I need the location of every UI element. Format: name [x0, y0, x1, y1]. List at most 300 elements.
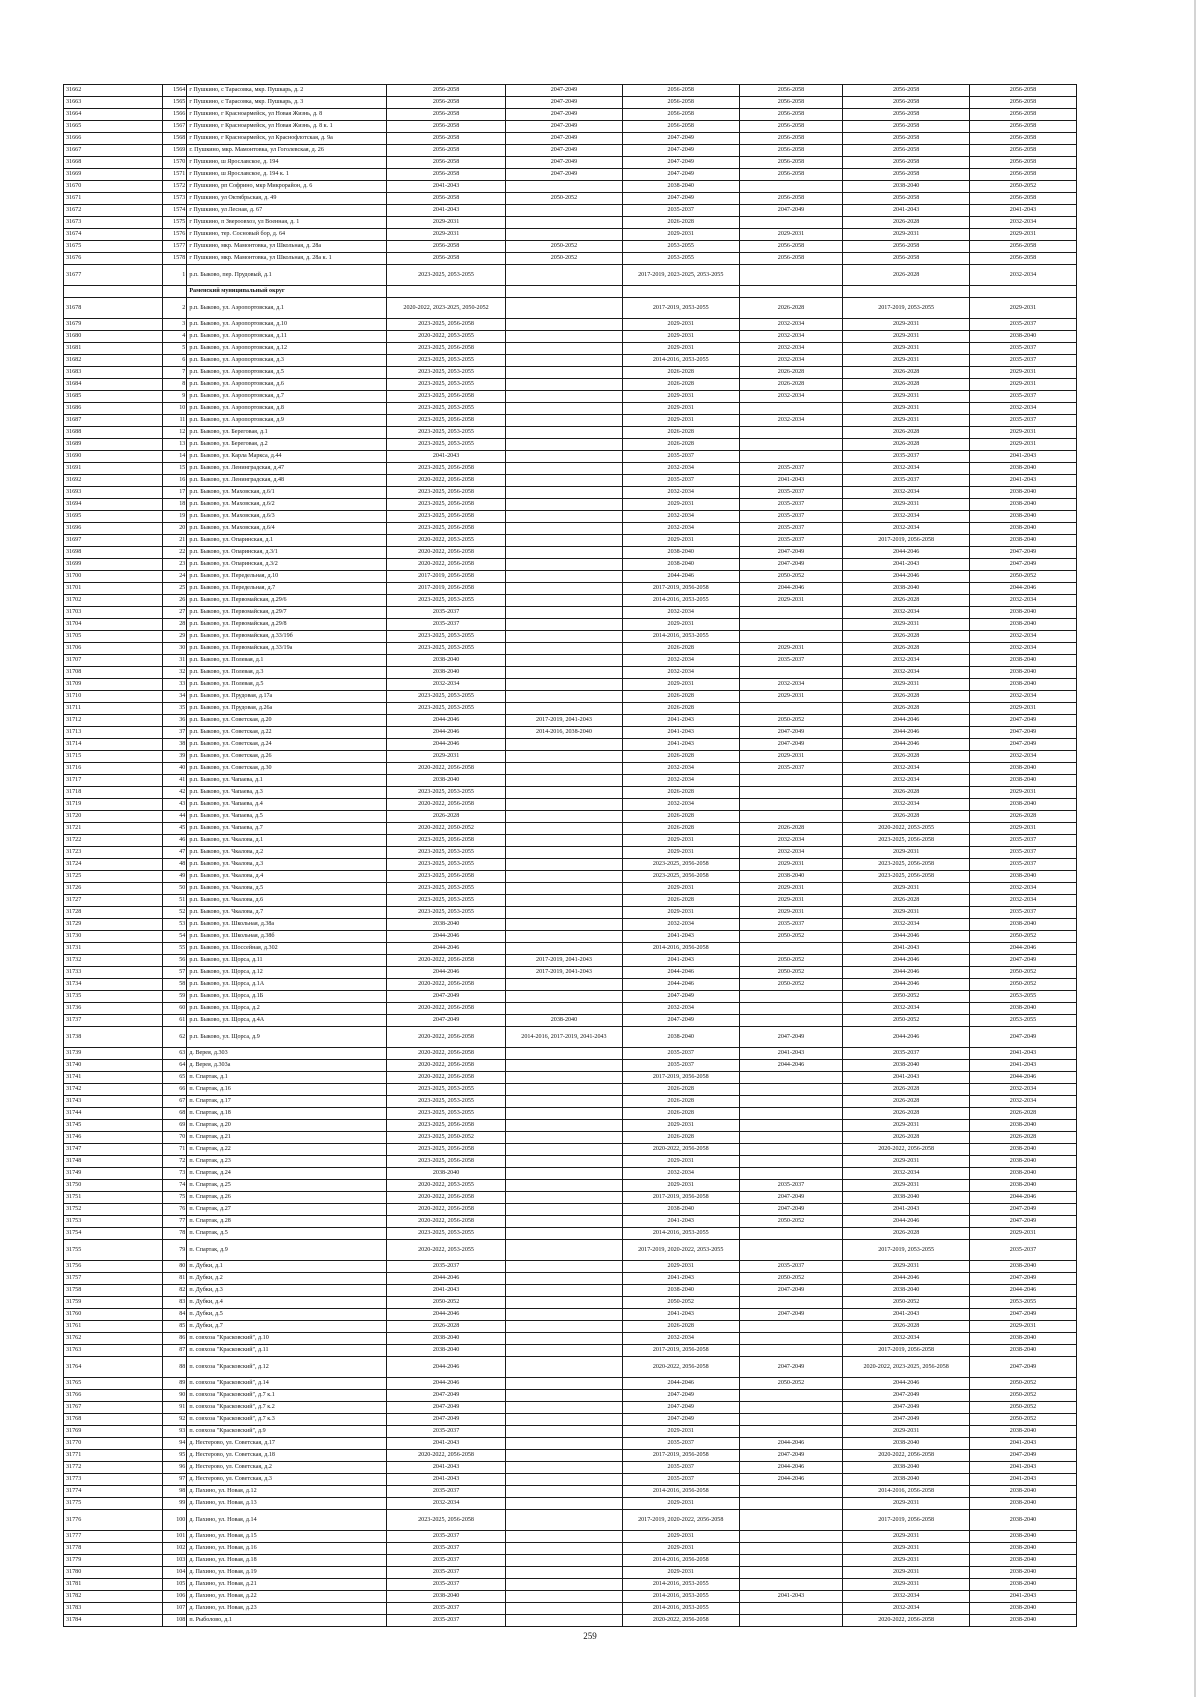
cell-col-5: 2047-2049	[622, 169, 739, 181]
cell-col-6	[739, 1321, 843, 1333]
cell-col-4	[506, 1321, 623, 1333]
cell-col-7: 2026-2028	[843, 631, 970, 643]
cell-col-6: 2056-2058	[739, 157, 843, 169]
cell-col-6: 2056-2058	[739, 109, 843, 121]
cell-col-7: 2026-2028	[843, 1084, 970, 1096]
cell-col-4	[506, 1426, 623, 1438]
cell-col-4	[506, 1072, 623, 1084]
cell-col-2: р.п. Быково, ул. Чкалова, д.2	[187, 847, 387, 859]
cell-col-5: 2014-2016, 2053-2055	[622, 355, 739, 367]
cell-col-6: 2041-2043	[739, 1048, 843, 1060]
cell-col-6: 2044-2046	[739, 1438, 843, 1450]
cell-col-8: 2050-2052	[969, 1402, 1076, 1414]
cell-col-0: 31724	[64, 859, 163, 871]
table-row	[64, 619, 1077, 631]
cell-col-7: 2041-2043	[843, 1204, 970, 1216]
cell-col-6	[739, 1228, 843, 1240]
cell-col-2: д. Нестерово, ул. Советская, д.17	[187, 1438, 387, 1450]
cell-col-5: 2020-2022, 2056-2058	[622, 1357, 739, 1378]
cell-col-0: 31663	[64, 97, 163, 109]
cell-col-0: 31670	[64, 181, 163, 193]
cell-col-3: 2044-2046	[387, 1357, 506, 1378]
cell-col-3: 2044-2046	[387, 739, 506, 751]
cell-col-4	[506, 799, 623, 811]
cell-col-3: 2020-2022, 2056-2058	[387, 979, 506, 991]
cell-col-3: 2038-2040	[387, 919, 506, 931]
cell-col-8: 2038-2040	[969, 523, 1076, 535]
cell-col-1: 5	[163, 343, 187, 355]
cell-col-5: 2026-2028	[622, 811, 739, 823]
cell-col-3: 2023-2025, 2053-2055	[387, 859, 506, 871]
cell-col-2: р.п. Быково, ул. Аэропортовская, д.3	[187, 355, 387, 367]
cell-col-1: 59	[163, 991, 187, 1003]
cell-col-6: 2056-2058	[739, 145, 843, 157]
cell-col-6: 2050-2052	[739, 967, 843, 979]
table-row	[64, 1015, 1077, 1027]
cell-col-0: 31702	[64, 595, 163, 607]
cell-col-3: 2023-2025, 2053-2055	[387, 631, 506, 643]
cell-col-1: 43	[163, 799, 187, 811]
cell-col-5: 2017-2019, 2056-2058	[622, 1345, 739, 1357]
cell-col-1: 9	[163, 391, 187, 403]
cell-col-4	[506, 1261, 623, 1273]
cell-col-1: 12	[163, 427, 187, 439]
cell-col-3: 2056-2058	[387, 253, 506, 265]
cell-col-2: п. Спартак, д.9	[187, 1240, 387, 1261]
cell-col-4	[506, 883, 623, 895]
cell-col-6: 2056-2058	[739, 97, 843, 109]
table-row	[64, 1567, 1077, 1579]
cell-col-6	[739, 1297, 843, 1309]
cell-col-4	[506, 1414, 623, 1426]
cell-col-1: 100	[163, 1510, 187, 1531]
cell-col-6: 2029-2031	[739, 643, 843, 655]
cell-col-8: 2029-2031	[969, 823, 1076, 835]
table-body	[64, 85, 1077, 1627]
cell-col-7: 2047-2049	[843, 1390, 970, 1402]
cell-col-3: 2020-2022, 2056-2058	[387, 1072, 506, 1084]
cell-col-5: 2038-2040	[622, 181, 739, 193]
cell-col-7: 2029-2031	[843, 1579, 970, 1591]
cell-col-6: 2050-2052	[739, 955, 843, 967]
cell-col-5: 2029-2031	[622, 403, 739, 415]
cell-col-6	[739, 1072, 843, 1084]
cell-col-5: 2014-2016, 2053-2055	[622, 631, 739, 643]
cell-col-4	[506, 451, 623, 463]
cell-col-6	[739, 1510, 843, 1531]
cell-col-8: 2032-2034	[969, 403, 1076, 415]
cell-col-5: 2032-2034	[622, 919, 739, 931]
cell-col-2: п. совхоза "Красковский", д.7 к.3	[187, 1414, 387, 1426]
cell-col-3: 2056-2058	[387, 97, 506, 109]
cell-col-0: 31694	[64, 499, 163, 511]
cell-col-5: 2026-2028	[622, 217, 739, 229]
table-row	[64, 487, 1077, 499]
cell-col-0: 31671	[64, 193, 163, 205]
cell-col-0: 31764	[64, 1357, 163, 1378]
cell-col-2: р.п. Быково, ул. Маховская, д.6/1	[187, 487, 387, 499]
cell-col-3: 2023-2025, 2056-2058	[387, 1144, 506, 1156]
cell-col-3: 2020-2022, 2053-2055	[387, 535, 506, 547]
cell-col-8: 2038-2040	[969, 1003, 1076, 1015]
cell-col-0: 31728	[64, 907, 163, 919]
cell-col-5: 2038-2040	[622, 1204, 739, 1216]
cell-col-6	[739, 1531, 843, 1543]
table-row	[64, 1192, 1077, 1204]
cell-col-0: 31760	[64, 1309, 163, 1321]
cell-col-5: 2044-2046	[622, 967, 739, 979]
cell-col-8: 2041-2043	[969, 1462, 1076, 1474]
cell-col-7: 2029-2031	[843, 1180, 970, 1192]
cell-col-2: р.п. Быково, ул. Полевая, д.1	[187, 655, 387, 667]
table-row	[64, 571, 1077, 583]
cell-col-3: 2038-2040	[387, 1591, 506, 1603]
cell-col-7: 2044-2046	[843, 715, 970, 727]
cell-col-6	[739, 1402, 843, 1414]
cell-col-8: 2038-2040	[969, 1555, 1076, 1567]
cell-col-7: 2026-2028	[843, 367, 970, 379]
cell-col-1: 29	[163, 631, 187, 643]
cell-col-3: 2020-2022, 2050-2052	[387, 823, 506, 835]
cell-col-3: 2023-2025, 2056-2058	[387, 463, 506, 475]
cell-col-5: 2041-2043	[622, 715, 739, 727]
cell-col-7: 2032-2034	[843, 655, 970, 667]
cell-col-4	[506, 871, 623, 883]
cell-col-2: р.п. Быково, ул. Ленинградская, д.47	[187, 463, 387, 475]
cell-col-3: 2023-2025, 2050-2052	[387, 1132, 506, 1144]
cell-col-3: 2044-2046	[387, 1378, 506, 1390]
cell-col-1: 92	[163, 1414, 187, 1426]
cell-col-5: 2014-2016, 2053-2055	[622, 595, 739, 607]
cell-col-2: р.п. Быково, ул. Чапаева, д.1	[187, 775, 387, 787]
cell-col-8: 2038-2040	[969, 331, 1076, 343]
cell-col-7: 2056-2058	[843, 169, 970, 181]
cell-col-0: 31700	[64, 571, 163, 583]
cell-col-1: 17	[163, 487, 187, 499]
cell-col-7: 2026-2028	[843, 1108, 970, 1120]
cell-col-7: 2050-2052	[843, 1015, 970, 1027]
cell-col-1: 41	[163, 775, 187, 787]
cell-col-7: 2029-2031	[843, 355, 970, 367]
cell-col-0: 31745	[64, 1120, 163, 1132]
table-row	[64, 667, 1077, 679]
cell-col-0: 31679	[64, 319, 163, 331]
table-row	[64, 931, 1077, 943]
table-row	[64, 205, 1077, 217]
cell-col-1: 30	[163, 643, 187, 655]
cell-col-2: п. Спартак, д.27	[187, 1204, 387, 1216]
cell-col-8: 2047-2049	[969, 1273, 1076, 1285]
cell-col-8: 2041-2043	[969, 1591, 1076, 1603]
cell-col-7: 2029-2031	[843, 499, 970, 511]
cell-col-2: р.п. Быково, ул. Советская, д.22	[187, 727, 387, 739]
cell-col-4	[506, 1438, 623, 1450]
cell-col-0: 31727	[64, 895, 163, 907]
cell-col-0: 31775	[64, 1498, 163, 1510]
cell-col-2: р.п. Быково, ул. Береговая, д.1	[187, 427, 387, 439]
cell-col-3: 2017-2019, 2056-2058	[387, 583, 506, 595]
cell-col-3: 2023-2025, 2053-2055	[387, 703, 506, 715]
cell-col-1: 83	[163, 1297, 187, 1309]
cell-col-6: 2056-2058	[739, 85, 843, 97]
cell-col-6: 2035-2037	[739, 523, 843, 535]
table-row	[64, 1216, 1077, 1228]
cell-col-3: 2047-2049	[387, 1414, 506, 1426]
cell-col-1: 24	[163, 571, 187, 583]
cell-col-6	[739, 265, 843, 286]
cell-col-7: 2056-2058	[843, 253, 970, 265]
cell-col-4	[506, 859, 623, 871]
cell-col-6	[739, 451, 843, 463]
cell-col-3: 2041-2043	[387, 1438, 506, 1450]
cell-col-1: 66	[163, 1084, 187, 1096]
cell-col-6: 2032-2034	[739, 355, 843, 367]
cell-col-1: 95	[163, 1450, 187, 1462]
cell-col-4	[506, 1498, 623, 1510]
table-row	[64, 1228, 1077, 1240]
cell-col-1: 47	[163, 847, 187, 859]
cell-col-7: 2029-2031	[843, 1543, 970, 1555]
table-row	[64, 451, 1077, 463]
cell-col-3: 2020-2022, 2056-2058	[387, 1060, 506, 1072]
table-row	[64, 1108, 1077, 1120]
cell-col-4	[506, 835, 623, 847]
cell-col-1: 20	[163, 523, 187, 535]
cell-col-4: 2017-2019, 2041-2043	[506, 955, 623, 967]
cell-col-8: 2032-2034	[969, 691, 1076, 703]
cell-col-2: п. Спартак, д.23	[187, 1156, 387, 1168]
cell-col-6: 2047-2049	[739, 1027, 843, 1048]
cell-col-4	[506, 739, 623, 751]
cell-col-5: 2026-2028	[622, 895, 739, 907]
table-row	[64, 1180, 1077, 1192]
cell-col-5: 2017-2019, 2056-2058	[622, 1072, 739, 1084]
cell-col-7: 2056-2058	[843, 193, 970, 205]
cell-col-4	[506, 355, 623, 367]
cell-col-2: р.п. Быково, ул. Прудовая, д.17а	[187, 691, 387, 703]
cell-col-0: 31734	[64, 979, 163, 991]
cell-col-1: 96	[163, 1462, 187, 1474]
cell-col-0: 31733	[64, 967, 163, 979]
cell-col-6	[739, 1120, 843, 1132]
cell-col-0: 31710	[64, 691, 163, 703]
table-row	[64, 1414, 1077, 1426]
table-row	[64, 1345, 1077, 1357]
cell-col-0: 31758	[64, 1285, 163, 1297]
cell-col-2: р.п. Быково, ул. Щорса, д.11	[187, 955, 387, 967]
cell-col-2: п. Спартак, д.22	[187, 1144, 387, 1156]
cell-col-8: 2044-2046	[969, 1072, 1076, 1084]
table-row	[64, 319, 1077, 331]
cell-col-1: 85	[163, 1321, 187, 1333]
cell-col-7: 2044-2046	[843, 931, 970, 943]
cell-col-2: р.п. Быково, ул. Советская, д.26	[187, 751, 387, 763]
cell-col-6: 2056-2058	[739, 133, 843, 145]
cell-col-8: 2044-2046	[969, 943, 1076, 955]
cell-col-3: 2020-2022, 2056-2058	[387, 1216, 506, 1228]
cell-col-3: 2038-2040	[387, 1333, 506, 1345]
cell-col-4	[506, 775, 623, 787]
cell-col-8: 2038-2040	[969, 667, 1076, 679]
cell-col-2: д. Пахино, ул. Новая, д.18	[187, 1555, 387, 1567]
cell-col-2: р.п. Быково, ул. Чапаева, д.4	[187, 799, 387, 811]
table-row	[64, 595, 1077, 607]
cell-col-1: 102	[163, 1543, 187, 1555]
cell-col-7: 2017-2019, 2056-2058	[843, 1510, 970, 1531]
cell-col-4	[506, 1510, 623, 1531]
cell-col-6: 2026-2028	[739, 379, 843, 391]
cell-col-8: 2035-2037	[969, 319, 1076, 331]
cell-col-0: 31704	[64, 619, 163, 631]
cell-col-0: 31739	[64, 1048, 163, 1060]
cell-col-2: р.п. Быково, ул. Маховская, д.6/3	[187, 511, 387, 523]
cell-col-0: 31688	[64, 427, 163, 439]
cell-col-8: 2035-2037	[969, 859, 1076, 871]
cell-col-7: 2038-2040	[843, 1060, 970, 1072]
cell-col-3: 2029-2031	[387, 751, 506, 763]
cell-col-4	[506, 415, 623, 427]
cell-col-8: 2038-2040	[969, 607, 1076, 619]
cell-col-2: р.п. Быково, ул. Щорса, д.1Б	[187, 991, 387, 1003]
cell-col-8: 2056-2058	[969, 253, 1076, 265]
cell-col-0: 31759	[64, 1297, 163, 1309]
cell-col-8: 2056-2058	[969, 193, 1076, 205]
cell-col-8: 2038-2040	[969, 511, 1076, 523]
cell-col-7: 2041-2043	[843, 559, 970, 571]
cell-col-5: 2014-2016, 2056-2058	[622, 943, 739, 955]
cell-col-2: г Пушкино, ул Октябрьская, д. 49	[187, 193, 387, 205]
cell-col-0: 31749	[64, 1168, 163, 1180]
cell-col-1: 35	[163, 703, 187, 715]
cell-col-1: 18	[163, 499, 187, 511]
cell-col-7: 2029-2031	[843, 403, 970, 415]
cell-col-3: 2023-2025, 2053-2055	[387, 643, 506, 655]
cell-col-7: 2029-2031	[843, 883, 970, 895]
cell-col-2: п. Спартак, д.16	[187, 1084, 387, 1096]
cell-col-6	[739, 439, 843, 451]
cell-col-2: р.п. Быково, ул. Аэропортовская, д.10	[187, 319, 387, 331]
cell-col-7: 2038-2040	[843, 1285, 970, 1297]
table-row	[64, 355, 1077, 367]
cell-col-8: 2038-2040	[969, 1144, 1076, 1156]
cell-col-0: 31685	[64, 391, 163, 403]
cell-col-4	[506, 265, 623, 286]
cell-col-6	[739, 1144, 843, 1156]
cell-col-7: 2032-2034	[843, 919, 970, 931]
cell-col-3: 2020-2022, 2056-2058	[387, 547, 506, 559]
cell-col-2: п. совхоза "Красковский", д.7 к.1	[187, 1390, 387, 1402]
cell-col-3: 2023-2025, 2053-2055	[387, 847, 506, 859]
cell-col-0: 31744	[64, 1108, 163, 1120]
cell-col-2: р.п. Быково, ул. Карла Маркса, д.44	[187, 451, 387, 463]
cell-col-2: д. Пахино, ул. Новая, д.14	[187, 1510, 387, 1531]
cell-col-4	[506, 1156, 623, 1168]
cell-col-6: 2029-2031	[739, 883, 843, 895]
cell-col-4	[506, 1060, 623, 1072]
cell-col-7: 2029-2031	[843, 343, 970, 355]
cell-col-3: 2035-2037	[387, 1486, 506, 1498]
cell-col-8: 2038-2040	[969, 1510, 1076, 1531]
cell-col-0: 31736	[64, 1003, 163, 1015]
cell-col-4: 2047-2049	[506, 97, 623, 109]
cell-col-0: 31783	[64, 1603, 163, 1615]
table-row	[64, 1498, 1077, 1510]
cell-col-5: 2056-2058	[622, 97, 739, 109]
cell-col-4	[506, 1168, 623, 1180]
cell-col-0: 31691	[64, 463, 163, 475]
cell-col-7: 2026-2028	[843, 427, 970, 439]
cell-col-5: 2029-2031	[622, 229, 739, 241]
cell-col-5: 2029-2031	[622, 619, 739, 631]
table-row	[64, 1084, 1077, 1096]
cell-col-1: 1578	[163, 253, 187, 265]
cell-col-1: 68	[163, 1108, 187, 1120]
cell-col-6: 2047-2049	[739, 727, 843, 739]
cell-col-3: 2023-2025, 2056-2058	[387, 343, 506, 355]
cell-col-1: 1575	[163, 217, 187, 229]
cell-col-0: 31674	[64, 229, 163, 241]
table-row	[64, 967, 1077, 979]
cell-col-0: 31666	[64, 133, 163, 145]
cell-col-8: 2038-2040	[969, 619, 1076, 631]
cell-col-5: 2047-2049	[622, 1414, 739, 1426]
cell-col-5: 2029-2031	[622, 1261, 739, 1273]
cell-col-6: 2038-2040	[739, 871, 843, 883]
cell-col-2: п. совхоза "Красковский", д.7 к.2	[187, 1402, 387, 1414]
cell-col-5: 2026-2028	[622, 691, 739, 703]
cell-col-5: 2032-2034	[622, 655, 739, 667]
cell-col-3: 2020-2022, 2056-2058	[387, 1450, 506, 1462]
cell-col-8: 2032-2034	[969, 1084, 1076, 1096]
cell-col-7: 2029-2031	[843, 907, 970, 919]
cell-empty	[506, 286, 623, 298]
cell-col-8: 2032-2034	[969, 631, 1076, 643]
cell-col-6: 2035-2037	[739, 655, 843, 667]
cell-col-4	[506, 547, 623, 559]
cell-col-8: 2038-2040	[969, 1333, 1076, 1345]
cell-col-2: г Пушкино, мкр. Мамонтовка, ул Школьная, д. 28а к. 1	[187, 253, 387, 265]
cell-col-0: 31742	[64, 1084, 163, 1096]
cell-col-4	[506, 1297, 623, 1309]
table-row	[64, 169, 1077, 181]
table-row	[64, 895, 1077, 907]
cell-col-2: р.п. Быково, ул. Советская, д.30	[187, 763, 387, 775]
table-row	[64, 1144, 1077, 1156]
table-row	[64, 499, 1077, 511]
table-row	[64, 463, 1077, 475]
table-row	[64, 181, 1077, 193]
cell-col-3: 2047-2049	[387, 991, 506, 1003]
cell-col-4	[506, 511, 623, 523]
cell-col-7: 2029-2031	[843, 1120, 970, 1132]
cell-col-5: 2023-2025, 2056-2058	[622, 859, 739, 871]
cell-col-5: 2017-2019, 2056-2058	[622, 1450, 739, 1462]
cell-col-6	[739, 991, 843, 1003]
cell-col-8: 2029-2031	[969, 703, 1076, 715]
cell-col-1: 3	[163, 319, 187, 331]
cell-col-3: 2047-2049	[387, 1015, 506, 1027]
cell-col-5: 2044-2046	[622, 571, 739, 583]
cell-col-7: 2032-2034	[843, 667, 970, 679]
cell-col-1: 28	[163, 619, 187, 631]
cell-col-3: 2041-2043	[387, 1285, 506, 1297]
cell-col-7: 2056-2058	[843, 85, 970, 97]
cell-col-2: д. Пахино, ул. Новая, д.12	[187, 1486, 387, 1498]
cell-col-6: 2029-2031	[739, 859, 843, 871]
cell-col-2: р.п. Быково, ул. Передельная, д.7	[187, 583, 387, 595]
table-row	[64, 559, 1077, 571]
cell-col-6	[739, 1132, 843, 1144]
